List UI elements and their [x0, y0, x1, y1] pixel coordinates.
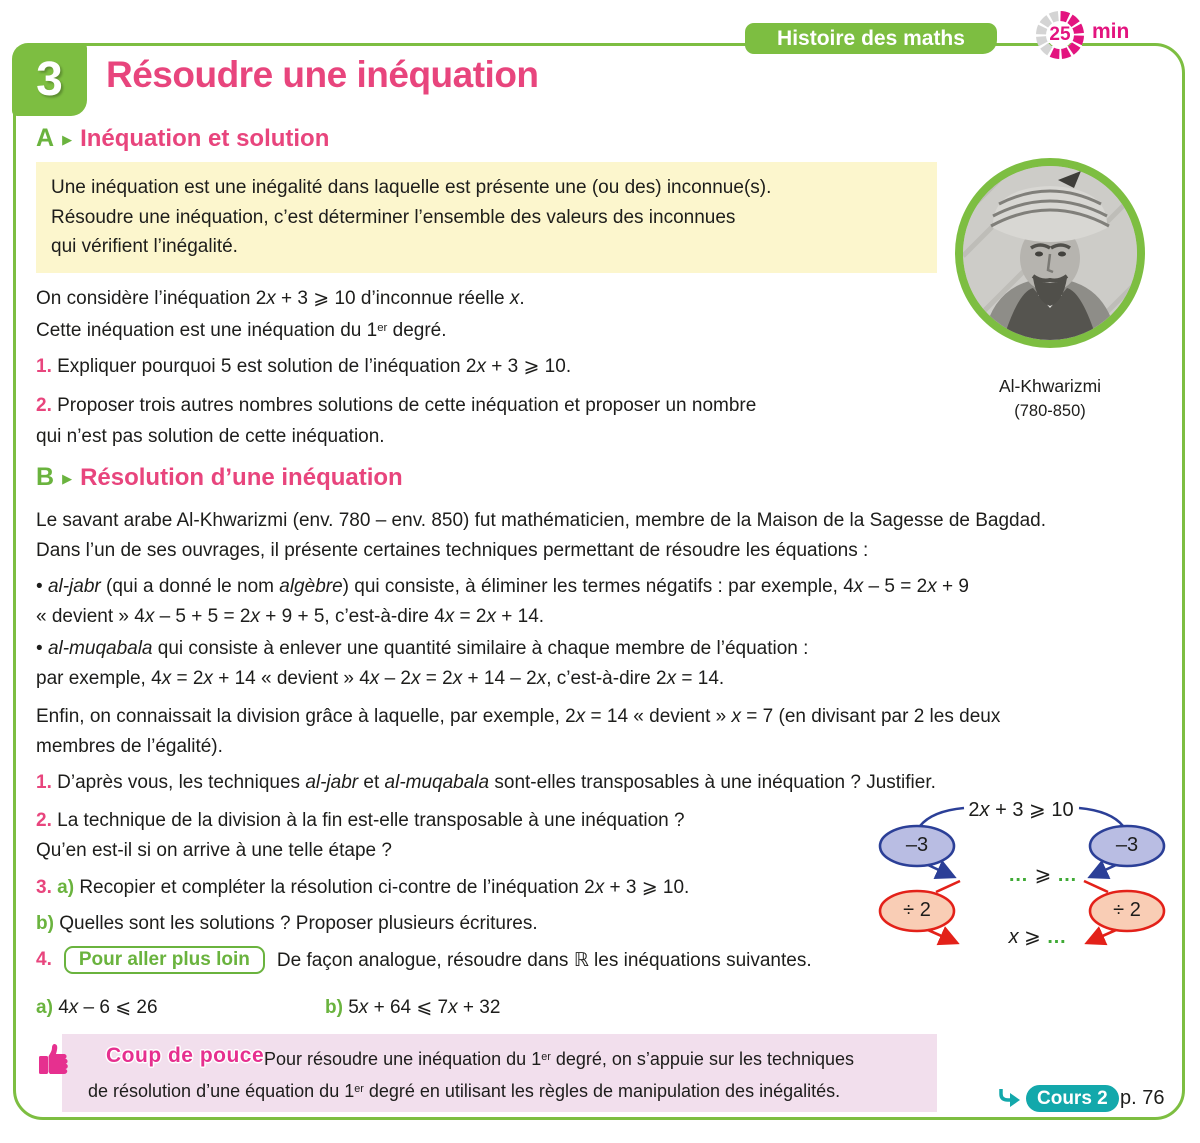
portrait-illustration: [963, 166, 1137, 340]
triangle-bullet-icon: ▶: [62, 131, 73, 147]
question-b4-text: De façon analogue, résoudre dans ℝ les inéquations suivantes.: [276, 949, 812, 971]
pour-aller-plus-loin-badge: Pour aller plus loin: [64, 946, 265, 974]
al-khwarizmi-portrait: [955, 158, 1145, 348]
red-arrow-right: [1089, 930, 1116, 942]
page-reference: p. 76: [1120, 1087, 1165, 1109]
page-title: Résoudre une inéquation: [106, 54, 539, 95]
portrait-dates: (780-850): [1014, 402, 1086, 420]
question-b3b: b) Quelles sont les solutions ? Proposer plusieurs écritures.: [36, 913, 538, 934]
hint-line-2: de résolution d’une équation du 1er degré en utilisant les règles de manipulation des inégalités.: [88, 1081, 841, 1101]
timer-unit: min: [1092, 20, 1130, 43]
question-b4-number: 4.: [36, 949, 52, 970]
red-line-left: [936, 881, 960, 892]
coup-de-pouce-badge: Coup de pouce: [106, 1044, 265, 1067]
question-b4: [36, 946, 812, 974]
question-a1: 1. Expliquer pourquoi 5 est solution de l’inéquation 2x + 3 ⩾ 10.: [36, 356, 572, 377]
section-a-letter: A: [36, 124, 55, 152]
hint-line-1: Pour résoudre une inéquation du 1er degré, on s’appuie sur les techniques: [264, 1049, 855, 1069]
history-banner: Histoire des maths: [745, 23, 997, 54]
section-b-heading: [36, 463, 403, 492]
section-b-intro: Le savant arabe Al-Khwarizmi (env. 780 – env. 850) fut mathématicien, membre de la Maison de la Sagesse de Bagdad. Dans l’un de ses ouvrages, il présente certaines techniques permettant de résoudre les équations :: [36, 510, 1047, 561]
section-a-title: Inéquation et solution: [80, 124, 330, 152]
section-b-letter: B: [36, 463, 55, 491]
blue-arrow-right: [1092, 865, 1116, 876]
red-arrow-left: [928, 930, 955, 942]
cours-badge: Cours 2: [1026, 1085, 1119, 1112]
question-b1: 1. D’après vous, les techniques al-jabr et al-muqabala sont-elles transposables à une inéquation ? Justifier.: [36, 772, 936, 793]
oval-div2-left-label: ÷ 2: [903, 899, 931, 921]
section-a-intro: On considère l’inéquation 2x + 3 ⩾ 10 d’inconnue réelle x. Cette inéquation est une inéquation du 1er degré.: [36, 288, 525, 341]
portrait-name: Al-Khwarizmi: [998, 376, 1102, 396]
al-muqabala-bullet: • al-muqabala qui consiste à enlever une quantité similaire à chaque membre de l’équation : par exemple, 4x = 2x + 14 « devient » 4x – 2x = 2x + 14 – 2x, c’est-à-dire 2x = 14.: [36, 638, 809, 689]
cours-arrow-icon: [996, 1087, 1022, 1109]
blue-arrow-left: [928, 865, 952, 876]
timer-value: 25: [1049, 24, 1071, 45]
definition-box: Une inéquation est une inégalité dans laquelle est présente une (ou des) inconnue(s). Résoudre une inéquation, c’est déterminer l’ensemble des valeurs des inconnues qui vérifient l’inégalité.: [36, 162, 937, 273]
section-b-title: Résolution d’une inéquation: [80, 463, 403, 491]
division-paragraph: Enfin, on connaissait la division grâce à laquelle, par exemple, 2x = 14 « devient » x = 7 (en divisant par 2 les deux membres de l’égalité).: [36, 706, 1001, 757]
portrait-caption: [955, 374, 1145, 424]
al-jabr-bullet: • al-jabr (qui a donné le nom algèbre) qui consiste, à éliminer les termes négatifs : par exemple, 4x – 5 = 2x + 9 « devient » 4x – 5 + 5 = 2x + 9 + 5, c’est-à-dire 4x = 2x + 14.: [36, 576, 969, 627]
oval-minus3-left-label: –3: [905, 834, 929, 856]
timer-icon: [1032, 7, 1088, 63]
triangle-bullet-icon: ▶: [62, 470, 73, 486]
exercise-number-badge: 3: [12, 43, 87, 116]
section-a-heading: [36, 124, 329, 153]
oval-minus3-right-label: –3: [1115, 834, 1139, 856]
question-b2: 2. La technique de la division à la fin est-elle transposable à une inéquation ? Qu’en est-il si on arrive à une telle étape ?: [36, 810, 685, 861]
question-b4a: a) 4x – 6 ⩽ 26: [36, 997, 158, 1018]
diagram-final-inequality: x ⩾ …: [1008, 926, 1068, 948]
question-b3a: 3. a) Recopier et compléter la résolution ci-contre de l’inéquation 2x + 3 ⩾ 10.: [36, 877, 690, 898]
diagram-start-inequality: 2x + 3 ⩾ 10: [968, 799, 1074, 821]
resolution-diagram: [860, 795, 1185, 955]
thumbs-up-icon: [36, 1040, 78, 1080]
question-a2: 2. Proposer trois autres nombres solutions de cette inéquation et proposer un nombre qui n’est pas solution de cette inéquation.: [36, 395, 757, 447]
diagram-middle-inequality: … ⩾ …: [1008, 864, 1078, 886]
oval-div2-right-label: ÷ 2: [1113, 899, 1141, 921]
question-b4b: b) 5x + 64 ⩽ 7x + 32: [325, 997, 501, 1018]
